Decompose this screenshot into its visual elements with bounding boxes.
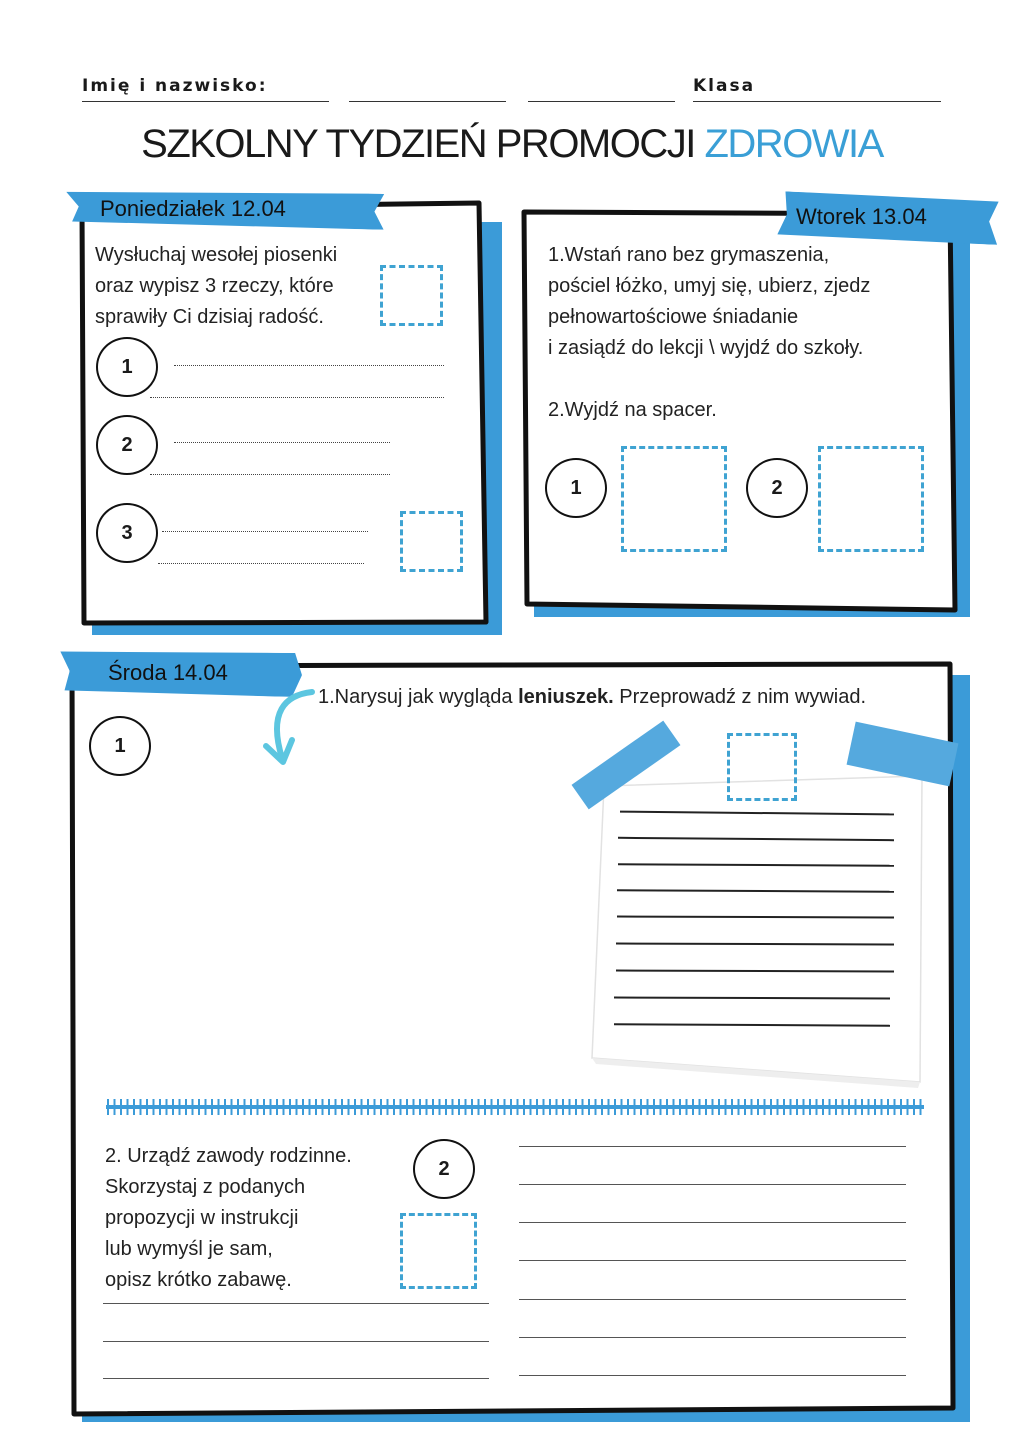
task-2-answer-right-3[interactable] — [519, 1222, 906, 1223]
task-2-answer-right-1[interactable] — [519, 1146, 906, 1147]
tuesday-number-2: 2 — [746, 458, 808, 518]
wednesday-number-1: 1 — [89, 716, 151, 776]
monday-number-1: 1 — [96, 337, 158, 397]
task-2-answer-right-5[interactable] — [519, 1299, 906, 1300]
monday-tab: Poniedziałek 12.04 — [100, 196, 286, 221]
tuesday-tab: Wtorek 13.04 — [796, 204, 927, 229]
tuesday-line-4: i zasiądź do lekcji \ wyjdź do szkoły. — [548, 337, 864, 359]
monday-line-1: Wysłuchaj wesołej piosenki — [95, 244, 338, 266]
wednesday-task-2-line-3: propozycji w instrukcji — [105, 1207, 299, 1229]
wednesday-task-1-pre: 1.Narysuj jak wygląda — [318, 686, 519, 708]
tuesday-line-1: 1.Wstań rano bez grymaszenia, — [548, 244, 830, 266]
wednesday-checkbox-2[interactable] — [400, 1213, 477, 1289]
task-2-answer-left-1[interactable] — [103, 1303, 489, 1304]
wednesday-number-2: 2 — [413, 1139, 475, 1199]
monday-line-2: oraz wypisz 3 rzeczy, które — [95, 275, 334, 297]
wednesday-tab: Środa 14.04 — [108, 660, 228, 685]
class-label: Klasa — [693, 76, 756, 96]
task-2-answer-left-3[interactable] — [103, 1378, 489, 1379]
title-accent: ZDROWIA — [704, 122, 883, 166]
task-2-answer-right-4[interactable] — [519, 1260, 906, 1261]
monday-number-2: 2 — [96, 415, 158, 475]
task-2-answer-right-2[interactable] — [519, 1184, 906, 1185]
tuesday-line-2: pościel łóżko, umyj się, ubierz, zjedz — [548, 275, 871, 297]
wednesday-task-1-bold: leniuszek. — [518, 686, 614, 708]
tuesday-task-2: 2.Wyjdź na spacer. — [548, 399, 717, 421]
monday-number-3: 3 — [96, 503, 158, 563]
tuesday-number-1: 1 — [545, 458, 607, 518]
wednesday-task-2-line-2: Skorzystaj z podanych — [105, 1176, 306, 1198]
name-label: Imię i nazwisko: — [82, 76, 268, 96]
title-main: SZKOLNY TYDZIEŃ PROMOCJI — [141, 122, 705, 166]
wednesday-task-2-line-1: 2. Urządź zawody rodzinne. — [105, 1145, 352, 1167]
task-2-answer-right-6[interactable] — [519, 1337, 906, 1338]
tuesday-line-3: pełnowartościowe śniadanie — [548, 306, 799, 328]
monday-line-3: sprawiły Ci dzisiaj radość. — [95, 306, 324, 328]
task-2-answer-left-2[interactable] — [103, 1341, 489, 1342]
wednesday-task-2-line-4: lub wymyśl je sam, — [105, 1238, 273, 1260]
wednesday-task-2-line-5: opisz krótko zabawę. — [105, 1269, 292, 1291]
wednesday-task-1-post: Przeprowadź z nim wywiad. — [613, 686, 867, 708]
task-2-answer-right-7[interactable] — [519, 1375, 906, 1376]
